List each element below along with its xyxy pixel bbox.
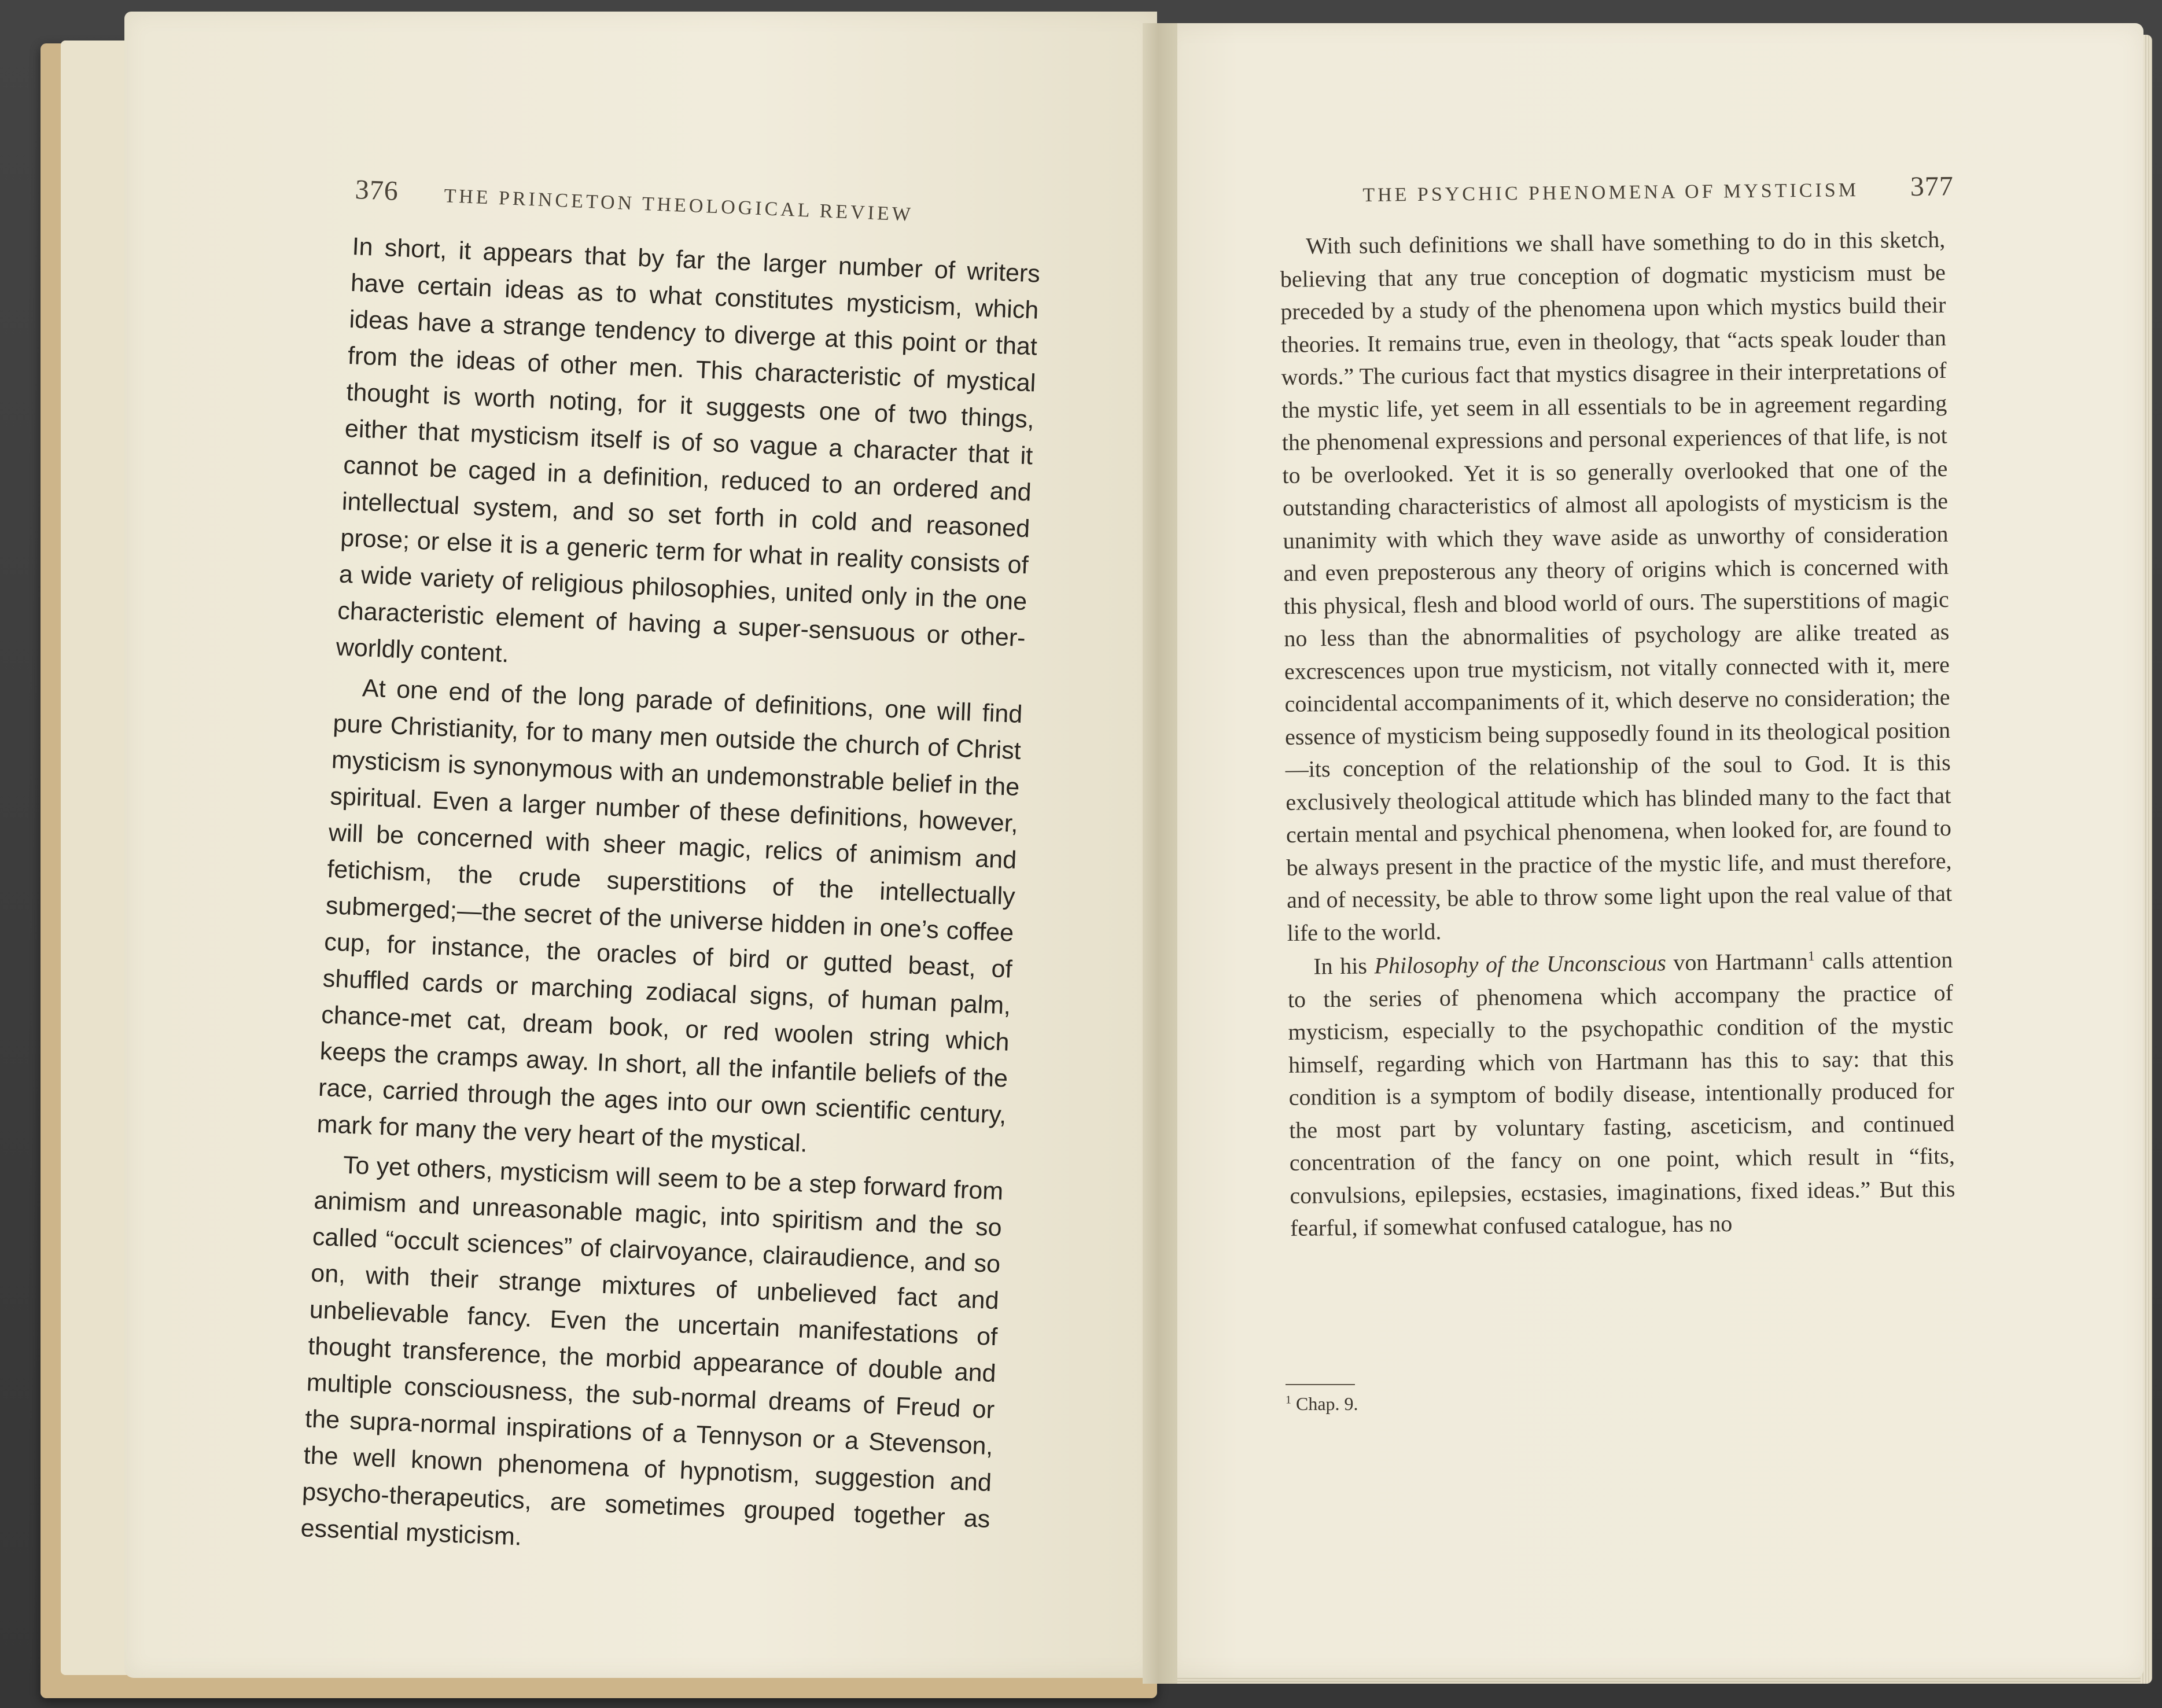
right-paragraph-2 [1287,944,1955,1245]
right-header [1362,170,1954,208]
author-name: von Hartmann [1673,948,1809,976]
left-running-head: THE PRINCETON THEOLOGICAL REVIEW [443,185,914,226]
right-running-head: THE PSYCHIC PHENOMENA OF MYSTICISM [1362,179,1859,206]
left-page-number: 376 [354,174,399,207]
footnote-rule [1286,1384,1355,1385]
book-gutter [1143,23,1177,1684]
paragraph-2-lead: In his [1313,952,1368,980]
right-paragraph-1: With such definitions we shall have something to do in this sketch, believing that any true conception of dogmatic mysticism must be preceded by a study of the phenomena upon which mystics build their theories. It remains true, even in theology, that “acts speak louder than words.” The curious fact that mystics disagree in their interpretations of the mystic life, yet seem in all essentials to be in agreement regarding the phenomenal expressions and personal experiences of that life, is not to be overlooked. Yet it is so generally overlooked that one of the outstanding characteristics of almost all apologists of mysticism is the unanimity with which they wave aside as unworthy of consideration and even preposterous any theory of origins which is concerned with this physical, flesh and blood world of ours. The superstitions of magic no less than the abnormalities of psychology are alike treated as excrescences upon true mysticism, not vitally connected with it, mere coincidental accompaniments of it, which deserve no consideration; the essence of mysticism being supposedly found in its theological position—its conception of the relationship of the soul to God. It is this exclusively theological attitude which has blinded many to the fact that certain mental and psychical phenomena, when looked for, are found to be always present in the practice of the mystic life, and must therefore, and of necessity, be able to throw some light upon the real value of that life to the world. [1280,226,1953,946]
left-paragraph-2: At one end of the long parade of definitions, one will find pure Christianity, for to many men outside the church of Christ mysticism is synonymous with an undemonstrable belief in the spiritual. Even a larger number of these definitions, however, will be concerned with sheer magic, relics of animism and fetichism, the crude superstitions of the intellectually submerged;—the secret of the universe hidden in one’s coffee cup, for instance, the oracles of bird or gutted beast, of shuffled cards or marching zodiacal signs, of human palm, chance-met cat, dream book, or red woolen string which keeps the cramps away. In short, all the infantile beliefs of the race, carried through the ages into our own scientific century, mark for many the very heart of the mystical. [316,674,1023,1158]
footnote-marker: 1 [1807,949,1815,965]
left-page-body [300,229,1041,1574]
paragraph-2-rest: calls attention to the series of phenomena which accompany the practice of mysticism, especially to the psychopathic condition of the mystic himself, regarding which von Hartmann has this to say: that this condition is a symptom of bodily disease, intentionally produced for the most part by voluntary fasting, asceticism, and continued concentration of the fancy on one point, which result in “fits, convulsions, epilepsies, ecstasies, imaginations, fixed ideas.” But this fearful, if somewhat confused catalogue, has no [1287,946,1955,1241]
footnote [1286,1393,1358,1415]
book-title: Philosophy of the Unconscious [1374,949,1667,979]
right-page-body [1280,223,1955,1245]
left-paragraph-1: In short, it appears that by far the larger number of writers have certain ideas as to what constitutes mysticism, which ideas have a strange tendency to diverge at this point or that from the ideas of other men. This characteristic of mystical thought is worth noting, for it suggests one of two things, either that mysticism itself is of so vague a character that it cannot be caged in a definition, reduced to an ordered and intellectual system, and so set forth in cold and reasoned prose; or else it is a generic term for what in reality consists of a wide variety of religious philosophies, united only in the one characteristic element of having a super-sensuous or other-worldly content. [335,232,1041,668]
left-paragraph-3: To yet others, mysticism will seem to be a step forward from animism and unreasonable magic, into spiritism and the so called “occult sciences” of clairvoyance, clairaudience, and so on, with their strange mixtures of unbelieved fact and unbelievable fancy. Even the uncertain manifestations of thought transference, the morbid appearance of double and multiple consciousness, the sub-normal dreams of Freud or the supra-normal inspirations of a Tennyson or a Stevenson, the well known phenomena of hypnotism, suggestion and psycho-therapeutics, are sometimes grouped together as essential mysticism. [300,1151,1004,1551]
footnote-number: 1 [1286,1393,1291,1407]
right-page-number: 377 [1910,171,1954,203]
footnote-text: Chap. 9. [1296,1393,1358,1414]
